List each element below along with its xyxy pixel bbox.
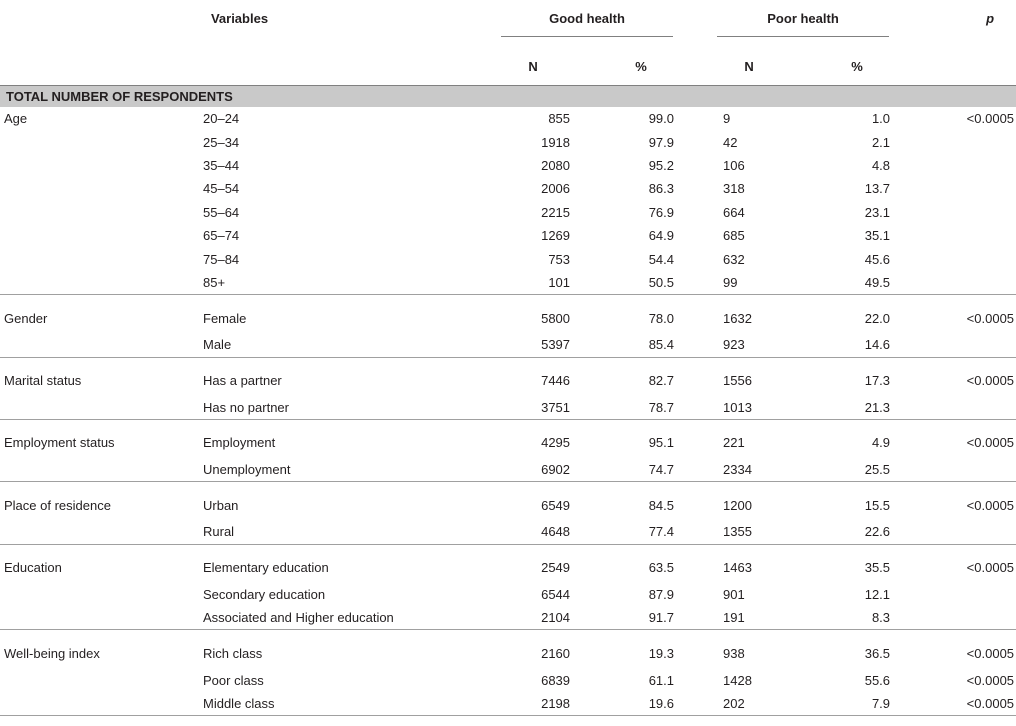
good-n-cell: 2104 xyxy=(479,606,587,630)
good-n-cell: 1918 xyxy=(541,134,571,150)
p-value-cell xyxy=(911,606,1016,630)
category-cell: Has no partner xyxy=(197,396,479,420)
category-cell: Associated and Higher education xyxy=(197,606,479,630)
variable-name xyxy=(0,458,197,482)
poor-n-cell: 42 xyxy=(723,134,738,150)
category-cell: Rich class xyxy=(203,645,263,661)
good-n-cell: 1269 xyxy=(541,228,571,244)
p-value-cell: <0.0005 xyxy=(966,560,1015,576)
table-row xyxy=(0,692,1016,716)
poor-n-cell: 632 xyxy=(723,251,745,267)
poor-n-cell: 1428 xyxy=(723,672,752,688)
header-poor-pct: % xyxy=(851,58,863,74)
good-pct-cell: 74.7 xyxy=(587,458,695,482)
header-poor-n: N xyxy=(744,58,754,74)
good-n-cell: 2006 xyxy=(541,181,571,197)
poor-n-cell: 938 xyxy=(723,645,745,661)
variable-name xyxy=(0,247,197,270)
poor-n-cell: 1556 xyxy=(723,373,752,389)
good-n-cell: 5800 xyxy=(541,310,571,326)
good-pct-cell: 86.3 xyxy=(648,181,675,197)
good-n-cell: 2198 xyxy=(479,692,587,716)
good-pct-cell: 78.7 xyxy=(587,396,695,420)
poor-pct-cell: 22.6 xyxy=(803,520,911,544)
good-n-cell: 6902 xyxy=(479,458,587,482)
table-row xyxy=(0,396,1016,420)
good-pct-cell: 99.0 xyxy=(648,111,675,127)
poor-n-cell: 202 xyxy=(695,692,803,716)
variable-name xyxy=(0,130,197,153)
poor-pct-cell: 35.1 xyxy=(864,228,891,244)
table-row xyxy=(0,357,1016,396)
poor-pct-cell: 7.9 xyxy=(803,692,911,716)
poor-n-cell: 9 xyxy=(723,111,731,127)
good-pct-cell: 63.5 xyxy=(648,560,675,576)
good-n-cell: 4648 xyxy=(479,520,587,544)
good-n-cell: 753 xyxy=(548,251,571,267)
variable-name xyxy=(0,224,197,247)
poor-pct-cell: 4.9 xyxy=(871,435,891,451)
poor-pct-cell: 12.1 xyxy=(864,586,891,602)
good-pct-cell: 76.9 xyxy=(648,204,675,220)
category-cell: 85+ xyxy=(197,271,479,295)
poor-pct-cell: 55.6 xyxy=(864,672,891,688)
category-cell: Poor class xyxy=(203,672,264,688)
good-pct-cell: 64.9 xyxy=(648,228,675,244)
variable-name: Place of residence xyxy=(4,497,111,513)
poor-pct-cell: 21.3 xyxy=(803,396,911,420)
variable-name: Gender xyxy=(4,310,48,326)
poor-n-cell: 1463 xyxy=(723,560,752,576)
good-n-cell: 4295 xyxy=(541,435,571,451)
good-n-cell: 7446 xyxy=(541,373,571,389)
header-good-n: N xyxy=(528,58,538,74)
good-n-cell: 3751 xyxy=(479,396,587,420)
table-row xyxy=(0,458,1016,482)
category-cell: 55–64 xyxy=(203,204,240,220)
variable-name xyxy=(0,154,197,177)
category-cell: Male xyxy=(197,333,479,357)
good-pct-cell: 95.2 xyxy=(648,157,675,173)
good-n-cell: 6544 xyxy=(541,586,571,602)
p-value-cell: <0.0005 xyxy=(966,645,1015,661)
poor-pct-cell: 15.5 xyxy=(864,497,891,513)
header-row-1 xyxy=(0,0,1016,43)
category-cell: Female xyxy=(203,310,247,326)
table-row xyxy=(0,295,1016,334)
category-cell: 45–54 xyxy=(203,181,240,197)
p-value-cell xyxy=(911,177,1016,200)
good-pct-cell: 54.4 xyxy=(648,251,675,267)
good-n-cell: 6549 xyxy=(541,497,571,513)
poor-n-cell: 1632 xyxy=(723,310,752,326)
poor-pct-cell: 49.5 xyxy=(803,271,911,295)
poor-pct-cell: 4.8 xyxy=(871,157,891,173)
poor-pct-cell: 8.3 xyxy=(803,606,911,630)
poor-n-cell: 2334 xyxy=(695,458,803,482)
category-cell: 20–24 xyxy=(203,111,240,127)
good-pct-cell: 95.1 xyxy=(648,435,675,451)
p-value-cell xyxy=(911,247,1016,270)
poor-pct-cell: 13.7 xyxy=(864,181,891,197)
category-cell: Rural xyxy=(197,520,479,544)
variable-name xyxy=(0,606,197,630)
good-pct-cell: 50.5 xyxy=(587,271,695,295)
poor-n-cell: 318 xyxy=(723,181,745,197)
table-row xyxy=(0,201,1016,224)
header-good-health: Good health xyxy=(479,0,695,43)
variable-name xyxy=(0,583,197,606)
category-cell: Secondary education xyxy=(203,586,326,602)
variable-name xyxy=(0,520,197,544)
poor-n-cell: 923 xyxy=(695,333,803,357)
poor-pct-cell: 23.1 xyxy=(864,204,891,220)
p-value-cell: <0.0005 xyxy=(966,373,1015,389)
good-pct-cell: 82.7 xyxy=(648,373,675,389)
variable-name: Well-being index xyxy=(4,645,100,661)
p-value-cell: <0.0005 xyxy=(966,672,1015,688)
table-row xyxy=(0,668,1016,691)
p-value-cell xyxy=(911,333,1016,357)
poor-n-cell: 1200 xyxy=(723,497,752,513)
category-cell: 65–74 xyxy=(203,228,240,244)
table-row xyxy=(0,247,1016,270)
p-value-cell xyxy=(911,583,1016,606)
p-value-cell xyxy=(911,224,1016,247)
poor-pct-cell: 1.0 xyxy=(871,111,891,127)
poor-pct-cell: 25.5 xyxy=(803,458,911,482)
good-pct-cell: 19.6 xyxy=(587,692,695,716)
table-row xyxy=(0,154,1016,177)
variable-name xyxy=(0,201,197,224)
good-n-cell: 2080 xyxy=(541,157,571,173)
header-row-2 xyxy=(0,43,1016,86)
p-value-cell: <0.0005 xyxy=(966,435,1015,451)
p-value-cell xyxy=(911,130,1016,153)
good-pct-cell: 97.9 xyxy=(648,134,675,150)
p-value-cell xyxy=(911,271,1016,295)
section-row xyxy=(0,86,1016,108)
good-n-cell: 855 xyxy=(548,111,571,127)
table-row xyxy=(0,419,1016,458)
category-cell: Has a partner xyxy=(203,373,282,389)
table-row xyxy=(0,130,1016,153)
p-value-cell xyxy=(911,520,1016,544)
p-value-cell xyxy=(911,458,1016,482)
category-cell: 35–44 xyxy=(203,157,240,173)
p-value-cell: <0.0005 xyxy=(966,111,1015,127)
good-pct-cell: 91.7 xyxy=(587,606,695,630)
variable-name: Education xyxy=(4,560,62,576)
category-cell: 25–34 xyxy=(203,134,240,150)
poor-n-cell: 664 xyxy=(723,204,745,220)
header-poor-health: Poor health xyxy=(695,0,911,43)
table-row xyxy=(0,224,1016,247)
category-cell: Employment xyxy=(203,435,276,451)
poor-pct-cell: 45.6 xyxy=(864,251,891,267)
category-cell: 75–84 xyxy=(203,251,240,267)
good-n-cell: 2160 xyxy=(541,645,571,661)
header-variables: Variables xyxy=(210,11,269,26)
table-row xyxy=(0,520,1016,544)
good-pct-cell: 61.1 xyxy=(648,672,675,688)
poor-n-cell: 191 xyxy=(695,606,803,630)
good-n-cell: 101 xyxy=(479,271,587,295)
p-value-cell xyxy=(911,396,1016,420)
good-n-cell: 6839 xyxy=(541,672,571,688)
header-good-pct: % xyxy=(635,58,647,74)
good-n-cell: 2549 xyxy=(541,560,571,576)
category-cell: Urban xyxy=(203,497,239,513)
good-pct-cell: 19.3 xyxy=(648,645,675,661)
good-n-cell: 2215 xyxy=(541,204,571,220)
p-value-cell: <0.0005 xyxy=(911,692,1016,716)
table-row xyxy=(0,271,1016,295)
poor-n-cell: 1355 xyxy=(695,520,803,544)
variable-name xyxy=(0,333,197,357)
table-row xyxy=(0,630,1016,669)
good-pct-cell: 84.5 xyxy=(648,497,675,513)
p-value-cell: <0.0005 xyxy=(966,497,1015,513)
good-n-cell: 5397 xyxy=(479,333,587,357)
poor-n-cell: 106 xyxy=(723,157,745,173)
good-pct-cell: 78.0 xyxy=(648,310,675,326)
table-row xyxy=(0,482,1016,521)
poor-pct-cell: 22.0 xyxy=(864,310,891,326)
poor-pct-cell: 36.5 xyxy=(864,645,891,661)
p-value-cell xyxy=(911,154,1016,177)
category-cell: Unemployment xyxy=(197,458,479,482)
table-row xyxy=(0,606,1016,630)
p-value-cell: <0.0005 xyxy=(966,310,1015,326)
variable-name xyxy=(0,668,197,691)
p-value-cell xyxy=(911,201,1016,224)
variable-name xyxy=(0,692,197,716)
variable-name xyxy=(0,271,197,295)
poor-pct-cell: 17.3 xyxy=(864,373,891,389)
good-pct-cell: 87.9 xyxy=(648,586,675,602)
good-pct-cell: 77.4 xyxy=(587,520,695,544)
variable-name: Age xyxy=(4,111,28,127)
category-cell: Middle class xyxy=(197,692,479,716)
poor-n-cell: 99 xyxy=(695,271,803,295)
poor-pct-cell: 2.1 xyxy=(871,134,891,150)
poor-pct-cell: 14.6 xyxy=(803,333,911,357)
variable-name xyxy=(0,177,197,200)
poor-n-cell: 685 xyxy=(723,228,745,244)
poor-n-cell: 221 xyxy=(723,435,745,451)
good-pct-cell: 85.4 xyxy=(587,333,695,357)
table-row xyxy=(0,107,1016,130)
poor-n-cell: 1013 xyxy=(695,396,803,420)
variable-name xyxy=(0,396,197,420)
section-title: TOTAL NUMBER OF RESPONDENTS xyxy=(0,86,1016,108)
table-row xyxy=(0,177,1016,200)
table-row xyxy=(0,333,1016,357)
table-row xyxy=(0,544,1016,583)
category-cell: Elementary education xyxy=(203,560,329,576)
header-p: p xyxy=(986,11,995,26)
poor-n-cell: 901 xyxy=(723,586,745,602)
table-row xyxy=(0,583,1016,606)
poor-pct-cell: 35.5 xyxy=(864,560,891,576)
variable-name: Employment status xyxy=(4,435,115,451)
variable-name: Marital status xyxy=(4,373,82,389)
